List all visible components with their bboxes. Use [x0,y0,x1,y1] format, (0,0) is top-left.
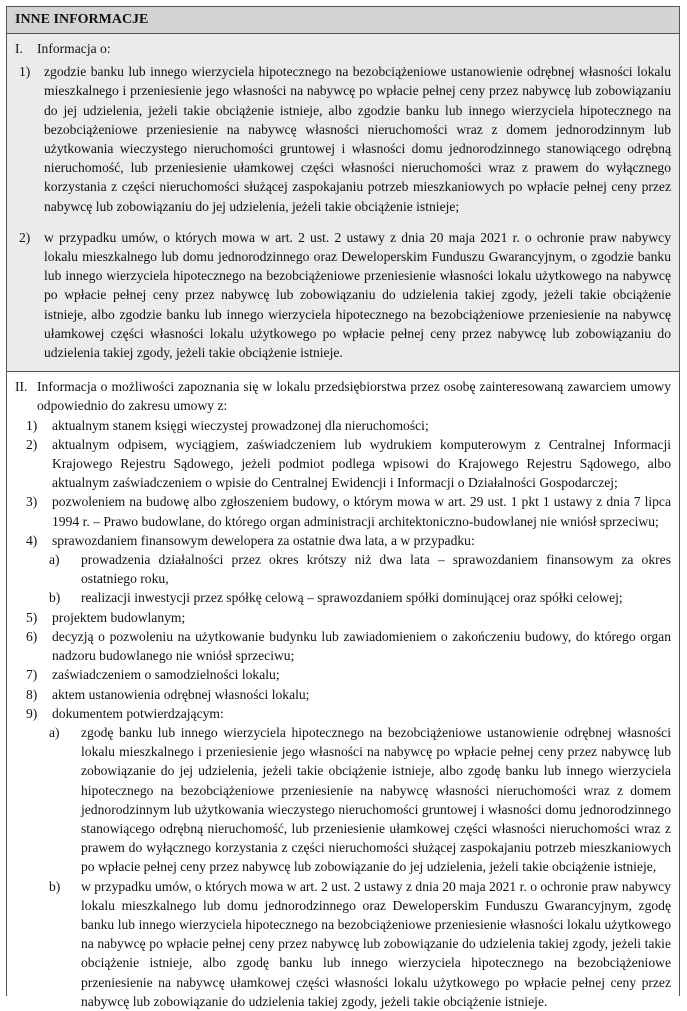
section-1-number: I. [15,41,23,56]
section-2-heading [15,377,671,415]
item-text: sprawozdaniem finansowym dewelopera za ostatnie dwa lata, a w przypadku: [52,532,475,548]
section-1-heading [15,39,671,58]
section-2-title: Informacja o możliwości zapoznania się w lokalu przedsiębiorstwa przez osobę zainteresowaną zawarciem umowy odpowiednio do zakresu umowy z: [37,379,671,414]
item-number: 8) [26,686,38,702]
list-item [15,627,671,665]
list-item [15,685,671,704]
item-text: dokumentem potwierdzającym: [52,705,224,721]
section-1 [7,34,679,372]
section-1-title: Informacja o: [37,41,111,56]
section-2 [7,372,679,1011]
sub-item-text: w przypadku umów, o których mowa w art. 2 ust. 2 ustawy z dnia 20 maja 2021 r. o ochronie praw nabywcy lokalu mieszkalnego lub domu jednorodzinnego oraz Deweloperskim Funduszu Gwarancyjnym, zgodę banku lub innego wierzyciela hipotecznego na bezobciążeniowe przeniesienie własności lokalu użytkowego na nabywcę po wpłacie pełnej ceny przez nabywcę lub zobowiązanie do udzielenia takiej zgody, jeżeli takie obciążenie istnieje, albo zgodę banku lub innego wierzyciela hipotecznego na bezobciążeniowe przeniesienie na nabywcę ułamkowej części własności lokalu użytkowego po wpłacie pełnej ceny przez nabywcę lub zobowiązanie do udzielenia takiej zgody, jeżeli takie obciążenie istnieje. [81,878,671,1009]
section-1-item [15,62,671,216]
item-text: projektem budowlanym; [52,609,186,625]
list-item [15,435,671,493]
section-1-item [15,228,671,362]
item-text: decyzją o pozwoleniu na użytkowanie budynku lub zawiadomieniem o zakończeniu budowy, do którego organ nadzoru budowlanego nie wniósł sprzeciwu; [52,628,671,664]
list-item [15,492,671,530]
list-item [15,531,671,550]
sub-item-text: realizacji inwestycji przez spółkę celową – sprawozdaniem spółki dominującej oraz spółki celowej; [81,590,623,606]
item-number: 2) [26,436,38,452]
sub-item-text: zgodę banku lub innego wierzyciela hipotecznego na bezobciążeniowe ustanowienie odrębnej własności lokalu mieszkalnego i przeniesienie jego własności na nabywcę po wpłacie pełnej ceny przez nabywcę lub zobowiązanie do jej udzielenia, jeżeli takie obciążenie istnieje, albo zgodę banku lub innego wierzyciela hipotecznego na bezobciążeniowe przeniesienie na nabywcę własności nieruchomości wraz z domem jednorodzinnym lub użytkowania wieczystego nieruchomości gruntowej i własności domu jednorodzinnego stanowiącego odrębną nieruchomość, lub przeniesienie ułamkowej części własności nieruchomości wraz z prawem do wyłącznego korzystania z części nieruchomości służącej zaspokajaniu potrzeb mieszkaniowych po wpłacie pełnej ceny przez nabywcę lub zobowiązanie do jej udzielenia, jeżeli takie obciążenie istnieje, [81,724,671,875]
item-number: 9) [26,705,38,721]
sub-list-item [15,723,671,877]
item-text: aktem ustanowienia odrębnej własności lokalu; [52,686,310,702]
list-item [15,665,671,684]
section-2-number: II. [15,379,28,395]
item-text: aktualnym stanem księgi wieczystej prowadzonej dla nieruchomości; [52,417,429,433]
item-number: 4) [26,532,38,548]
sub-list-item [15,550,671,588]
item-number: 1) [19,64,31,80]
item-number: 1) [26,417,38,433]
item-number: 6) [26,628,38,644]
sub-list-item [15,588,671,607]
item-text: zgodzie banku lub innego wierzyciela hipotecznego na bezobciążeniowe ustanowienie odrębnej własności lokalu mieszkalnego i przeniesienie jego własności na nabywcę po wpłacie pełnej ceny przez nabywcę lub zobowiązaniu do jej udzielenia, jeżeli takie obciążenie istnieje, albo zgodzie banku lub innego wierzyciela hipotecznego na bezobciążeniowe przeniesienie na nabywcę własności nieruchomości wraz z domem jednorodzinnym lub użytkowania wieczystego nieruchomości gruntowej i własności domu jednorodzinnego stanowiącego odrębną nieruchomość, lub przeniesienie ułamkowej części własności nieruchomości wraz z prawem do wyłącznego korzystania z części nieruchomości służącej zaspokajaniu potrzeb mieszkaniowych po wpłacie pełnej ceny przez nabywcę lub zobowiązaniu do jej udzielenia, jeżeli takie obciążenie istnieje; [44,64,671,214]
item-number: 5) [26,609,38,625]
info-table [6,6,680,1009]
section-header: INNE INFORMACJE [7,7,679,34]
sub-item-text: prowadzenia działalności przez okres krótszy niż dwa lata – sprawozdaniem finansowym za okres ostatniego roku, [81,552,671,587]
item-number: 7) [26,667,38,683]
list-item [15,416,671,435]
list-item [15,608,671,627]
list-item [15,704,671,723]
item-text: zaświadczeniem o samodzielności lokalu; [52,667,280,683]
sub-item-letter: b) [49,878,61,894]
item-text: pozwoleniem na budowę albo zgłoszeniem budowy, o którym mowa w art. 29 ust. 1 pkt 1 ustawy z dnia 7 lipca 1994 r. – Prawo budowlane, do którego organ administracji architektoniczno-budowlanej nie wniósł sprzeciwu; [52,494,671,529]
item-text: w przypadku umów, o których mowa w art. 2 ust. 2 ustawy z dnia 20 maja 2021 r. o ochronie praw nabywcy lokalu mieszkalnego lub domu jednorodzinnego oraz Deweloperskim Funduszu Gwarancyjnym, o zgodzie banku lub innego wierzyciela hipotecznego na bezobciążeniowe przeniesienie własności lokalu użytkowego na nabywcę po wpłacie pełnej ceny przez nabywcę lub zobowiązaniu do udzielenia takiej zgody, jeżeli takie obciążenie istnieje, albo zgodzie banku lub innego wierzyciela hipotecznego na bezobciążeniowe przeniesienie na nabywcę ułamkowej części własności lokalu użytkowego po wpłacie pełnej ceny przez nabywcę lub zobowiązaniu do udzielenia takiej zgody, jeżeli takie obciążenie istnieje. [44,229,671,361]
item-text: aktualnym odpisem, wyciągiem, zaświadczeniem lub wydrukiem komputerowym z Centralnej Informacji Krajowego Rejestru Sądowego, jeżeli podmiot podlega wpisowi do Krajowego Rejestru Sądowego, albo aktualnym zaświadczeniem o wpisie do Centralnej Ewidencji i Informacji o Działalności Gospodarczej; [52,436,671,491]
item-number: 2) [19,229,31,245]
sub-item-letter: a) [49,552,60,568]
item-number: 3) [26,494,38,510]
sub-item-letter: a) [49,724,60,740]
sub-item-letter: b) [49,590,61,606]
